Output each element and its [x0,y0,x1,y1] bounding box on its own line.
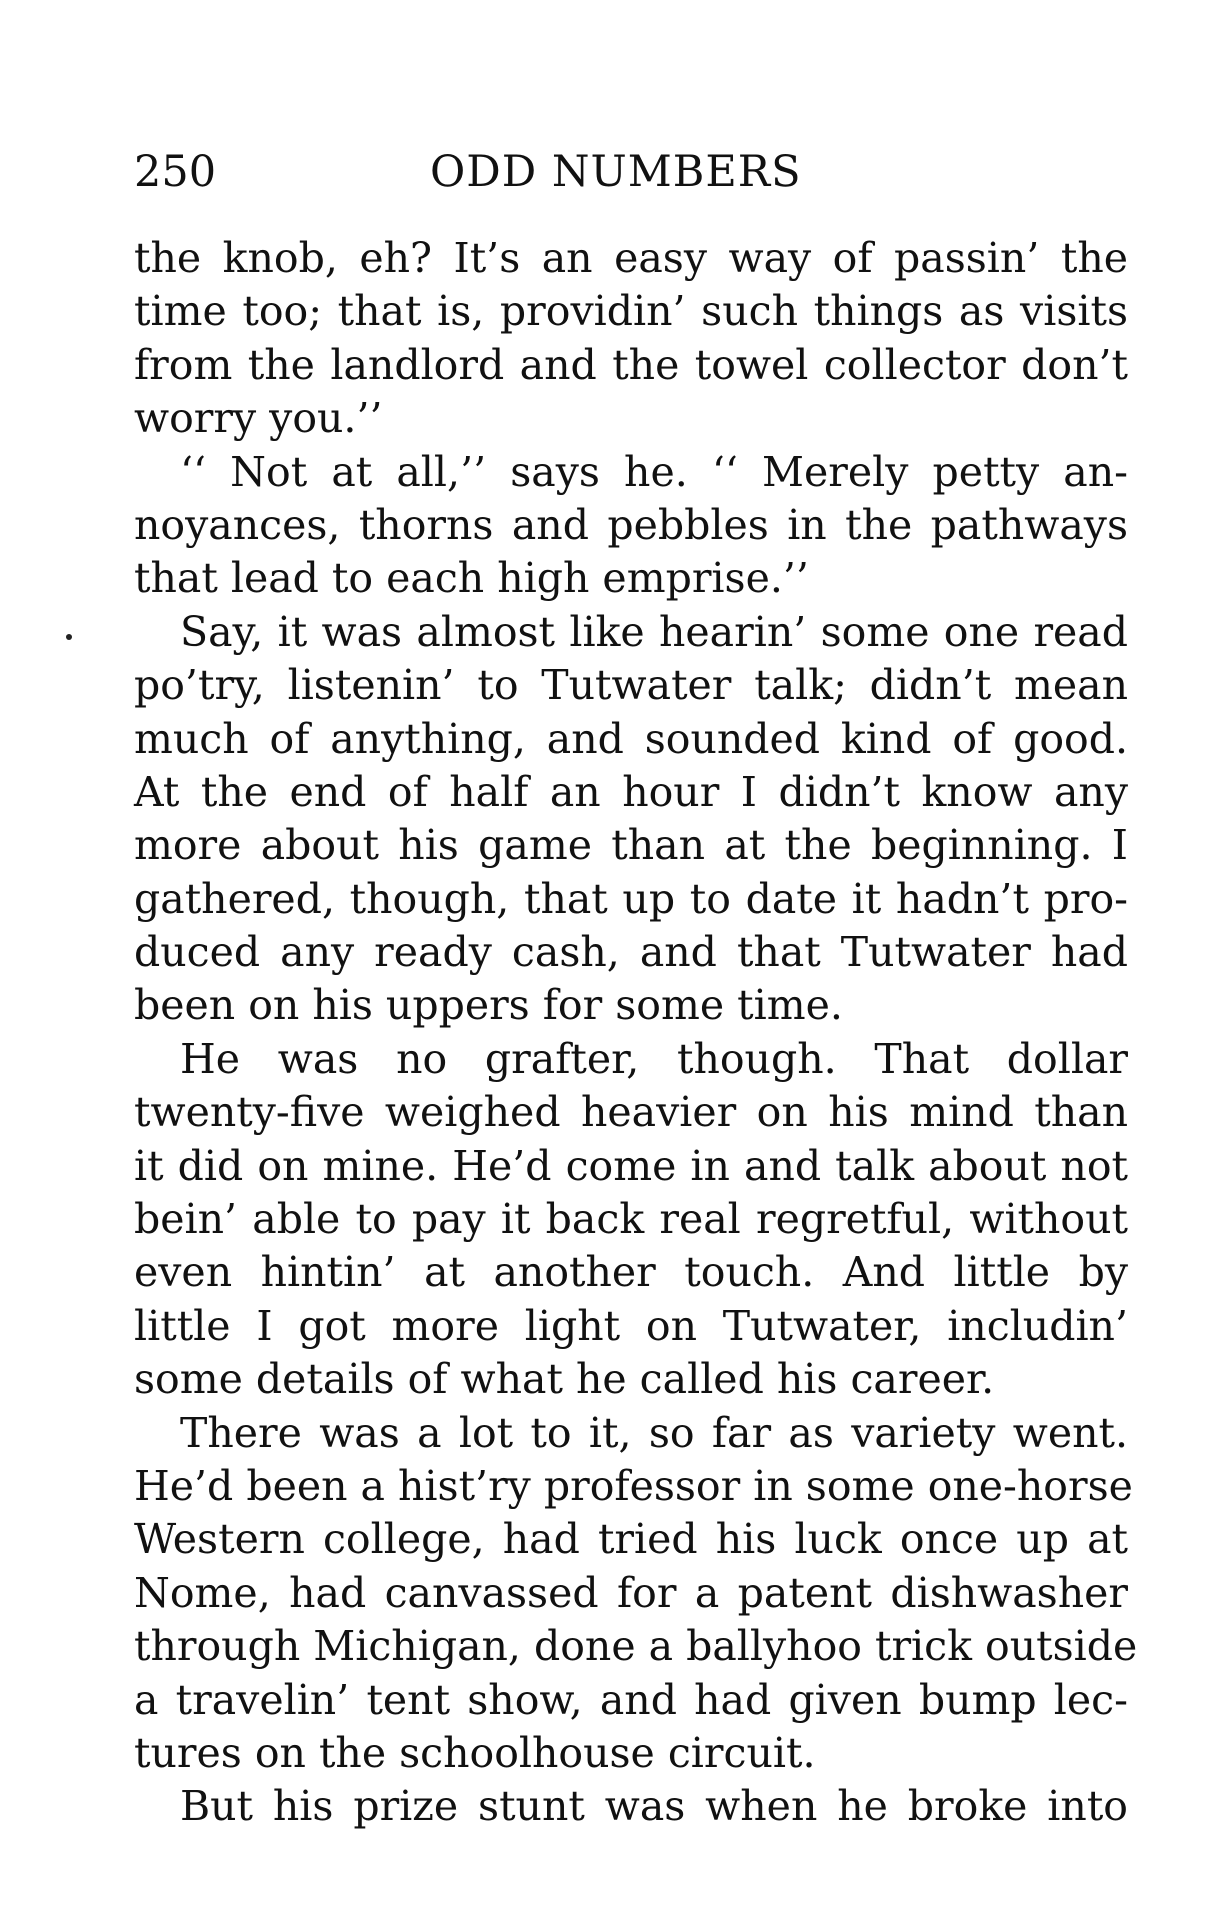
text-line: some details of what he called his career. [134,1355,995,1404]
text-line: There was a lot to it, so far as variety went. [180,1408,1128,1457]
text-line: even hintin’ at another touch. And little by [134,1248,1128,1297]
text-line: worry you.’’ [134,394,383,443]
text-line: twenty-five weighed heavier on his mind than [134,1088,1128,1137]
text-line: from the landlord and the towel collector don’t [134,340,1128,389]
text-line: po’try, listenin’ to Tutwater talk; didn’t mean [134,661,1128,710]
text-line: that lead to each high emprise.’’ [134,554,809,603]
margin-dot-mark [66,634,72,640]
text-line: He was no grafter, though. That dollar [180,1034,1128,1083]
text-line: gathered, though, that up to date it hadn’t pro- [134,874,1128,923]
text-line: duced any ready cash, and that Tutwater had [134,928,1128,977]
text-line: At the end of half an hour I didn’t know any [134,767,1128,816]
text-line: Nome, had canvassed for a patent dishwasher [134,1568,1128,1617]
text-line: the knob, eh? It’s an easy way of passin’ the [134,234,1128,282]
text-line: little I got more light on Tutwater, includin’ [134,1301,1128,1350]
text-line: bein’ able to pay it back real regretful, without [134,1195,1128,1244]
text-line: Say, it was almost like hearin’ some one read [180,607,1128,656]
body-text [134,232,1138,1834]
text-line: noyances, thorns and pebbles in the pathways [134,500,1128,549]
page-header [134,142,814,202]
text-line: through Michigan, done a ballyhoo trick outside [134,1622,1138,1671]
text-line: time too; that is, providin’ such things as visits [134,287,1128,336]
text-line: He’d been a hist’ry professor in some one-horse [134,1461,1133,1510]
text-line: it did on mine. He’d come in and talk about not [134,1141,1128,1190]
text-line: more about his game than at the beginning. I [134,821,1128,870]
text-line: a travelin’ tent show, and had given bump lec- [134,1675,1128,1724]
page-number: 250 [134,147,217,197]
text-line: But his prize stunt was when he broke into [180,1782,1128,1831]
running-title: ODD NUMBERS [430,147,802,197]
text-line: ‘‘ Not at all,’’ says he. ‘‘ Merely petty an- [180,447,1128,496]
text-line: tures on the schoolhouse circuit. [134,1728,816,1777]
text-line: Western college, had tried his luck once up at [134,1515,1128,1564]
text-line: been on his uppers for some time. [134,981,843,1030]
text-line: much of anything, and sounded kind of good. [134,714,1128,763]
